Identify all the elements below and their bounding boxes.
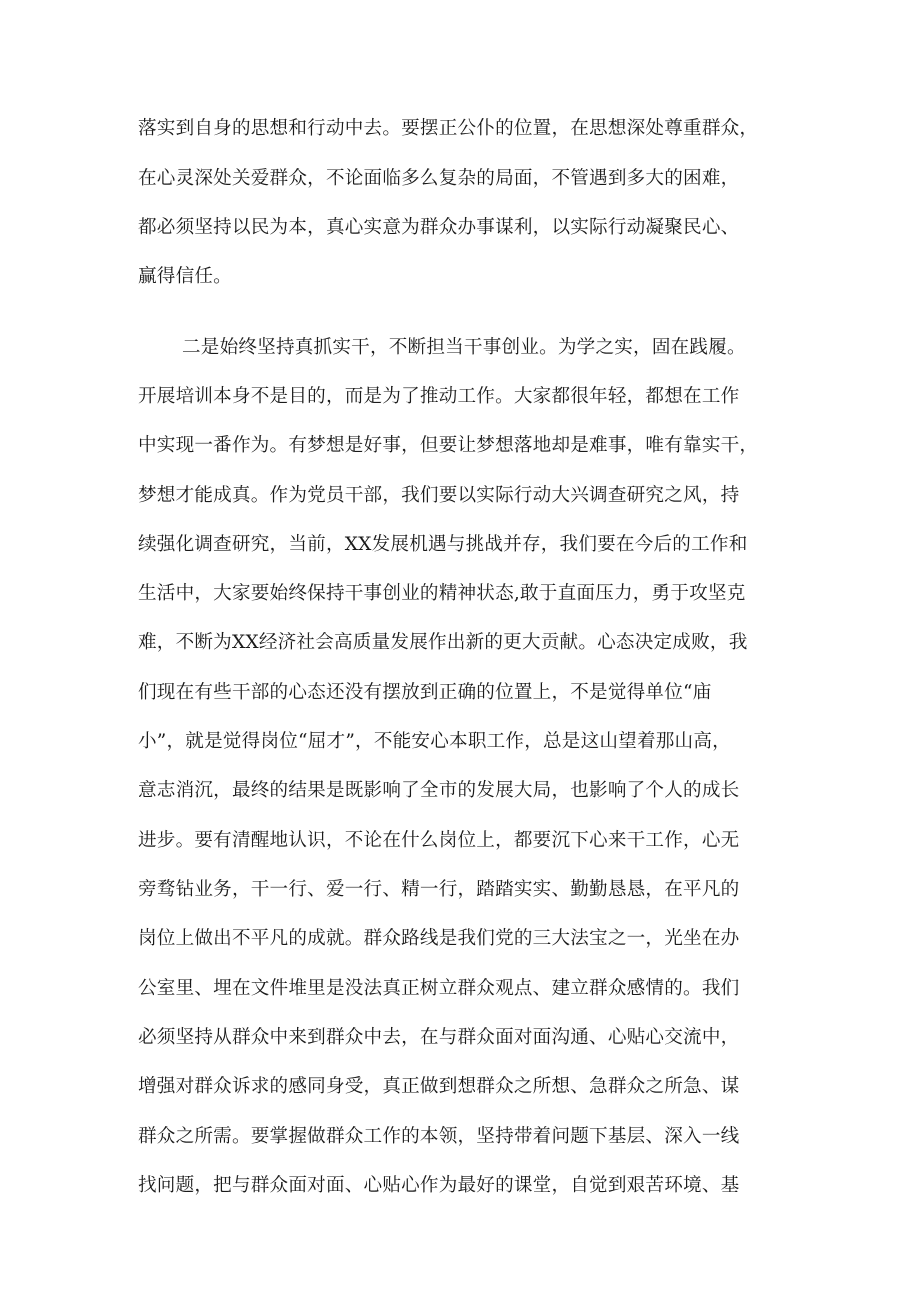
paragraph-2-line-10: 意志消沉，最终的结果是既影响了全市的发展大局，也影响了个人的成长 [138, 780, 740, 801]
paragraph-1-line-4: 赢得信任。 [138, 266, 232, 287]
paragraph-2-line-1: 二是始终坚持真抓实干，不断担当干事创业。为学之实，固在践履。 [182, 337, 746, 358]
paragraph-2-line-9: 小”，就是觉得岗位“屈才”，不能安心本职工作，总是这山望着那山高， [138, 731, 731, 752]
paragraph-2-line-6: 生活中，大家要始终保持干事创业的精神状态,敢于直面压力，勇于攻坚克 [138, 583, 746, 604]
paragraph-2-line-13: 岗位上做出不平凡的成就。群众路线是我们党的三大法宝之一，光坐在办 [138, 928, 740, 949]
paragraph-2-line-16: 增强对群众诉求的感同身受，真正做到想群众之所想、急群众之所急、谋 [138, 1076, 740, 1097]
paragraph-2-line-8: 们现在有些干部的心态还没有摆放到正确的位置上，不是觉得单位“庙 [138, 682, 712, 703]
paragraph-2-line-2: 开展培训本身不是目的，而是为了推动工作。大家都很年轻，都想在工作 [138, 386, 740, 407]
paragraph-2-line-4: 梦想才能成真。作为党员干部，我们要以实际行动大兴调查研究之风，持 [138, 485, 740, 506]
paragraph-2-line-14: 公室里、埋在文件堆里是没法真正树立群众观点、建立群众感情的。我们 [138, 978, 740, 999]
paragraph-1-line-3: 都必须坚持以民为本，真心实意为群众办事谋利，以实际行动凝聚民心、 [138, 217, 740, 238]
paragraph-1-line-1: 落实到自身的思想和行动中去。要摆正公仆的位置，在思想深处尊重群众， [138, 118, 759, 139]
paragraph-2-line-3: 中实现一番作为。有梦想是好事，但要让梦想落地却是难事，唯有靠实干， [138, 435, 759, 456]
paragraph-2-line-17: 群众之所需。要掌握做群众工作的本领，坚持带着问题下基层、深入一线 [138, 1126, 740, 1147]
paragraph-2-line-12: 旁骛钻业务，干一行、爱一行、精一行，踏踏实实、勤勤恳恳，在平凡的 [138, 879, 740, 900]
paragraph-2-line-11: 进步。要有清醒地认识，不论在什么岗位上，都要沉下心来干工作，心无 [138, 830, 740, 851]
paragraph-2-line-7: 难，不断为XX经济社会高质量发展作出新的更大贡献。心态决定成败，我 [138, 632, 748, 653]
paragraph-1-line-2: 在心灵深处关爱群众，不论面临多么复杂的局面，不管遇到多大的困难， [138, 168, 740, 189]
paragraph-2-line-5: 续强化调查研究，当前，XX发展机遇与挑战并存，我们要在今后的工作和 [138, 534, 748, 555]
paragraph-2-line-18: 找问题，把与群众面对面、心贴心作为最好的课堂，自觉到艰苦环境、基 [138, 1175, 740, 1196]
paragraph-2-line-15: 必须坚持从群众中来到群众中去，在与群众面对面沟通、心贴心交流中， [138, 1027, 740, 1048]
